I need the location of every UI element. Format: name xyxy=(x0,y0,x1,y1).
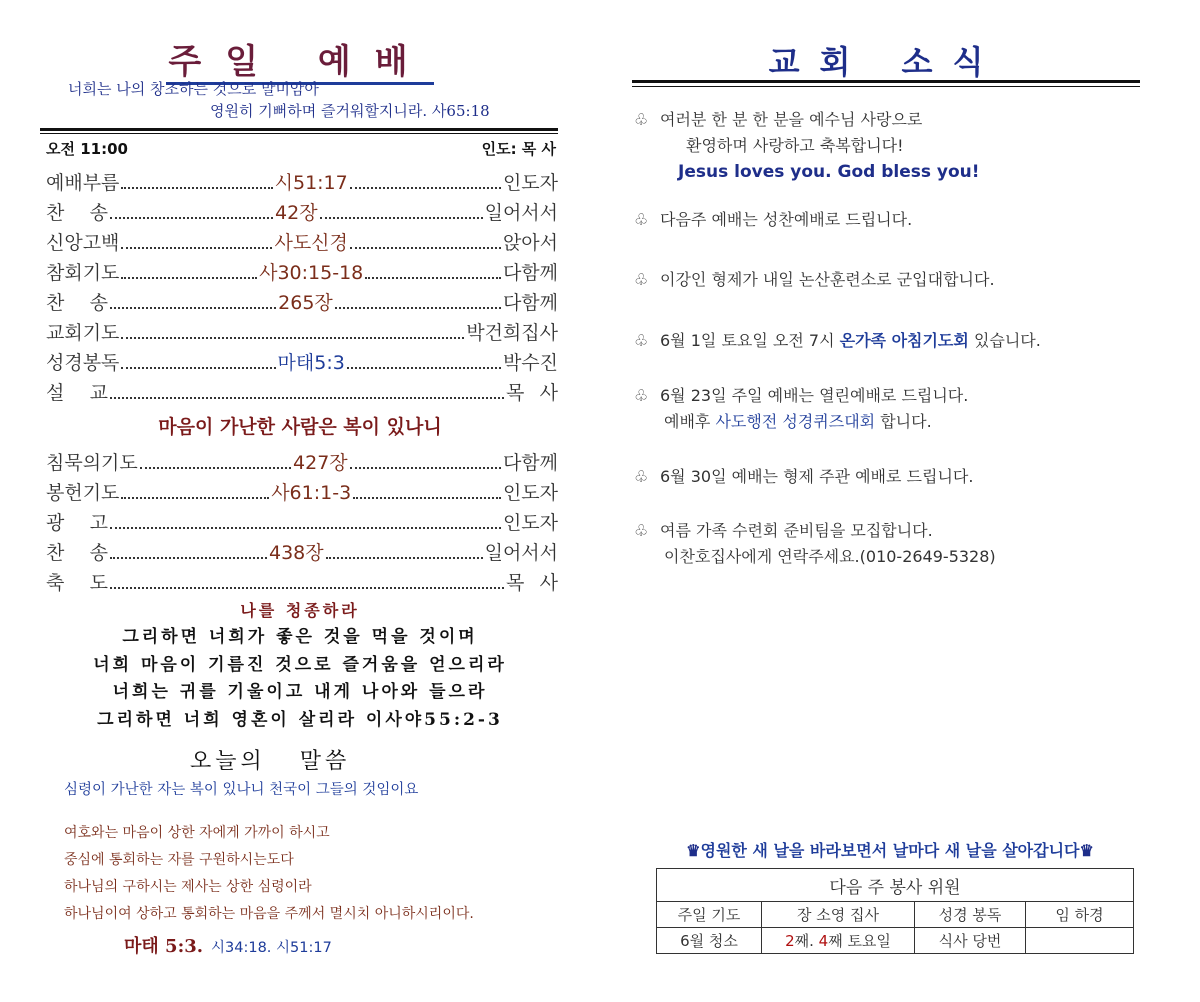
order-item xyxy=(46,318,558,348)
order-item-reference: 265장 xyxy=(278,292,333,314)
order-item xyxy=(46,448,558,478)
benediction-line: 그리하면 너희가 좋은 것을 먹을 것이며 xyxy=(122,627,478,647)
table-cell: 장 소영 집사 xyxy=(762,902,915,928)
duty-table-title: 다음 주 봉사 위원 xyxy=(657,869,1134,902)
dot-leader xyxy=(353,497,501,499)
order-of-service xyxy=(46,168,558,408)
dot-leader xyxy=(347,367,501,369)
dot-leader xyxy=(140,467,291,469)
order-item-reference: 시51:17 xyxy=(274,172,348,194)
news-item-welcome: ♧ 여러분 한 분 한 분을 예수님 사랑으로 환영하며 사랑하고 축복합니다! Jesus loves you. God bless you! xyxy=(634,107,980,185)
clover-icon: ♧ xyxy=(634,331,649,350)
order-item-label: 찬 송 xyxy=(46,202,108,224)
clover-icon: ♧ xyxy=(634,210,649,229)
dot-leader xyxy=(335,307,501,309)
dot-leader xyxy=(110,307,276,309)
table-row xyxy=(657,928,1134,954)
psalm-line: 중심에 통회하는 자를 구원하시는도다 xyxy=(64,852,294,868)
table-cell: 성경 봉독 xyxy=(915,902,1026,928)
table-row xyxy=(657,902,1134,928)
order-item-label: 성경봉독 xyxy=(46,352,120,374)
divider xyxy=(632,86,1140,87)
service-duty-table xyxy=(656,868,1134,954)
order-item-responsible: 인도자 xyxy=(502,482,559,504)
dot-leader xyxy=(121,277,257,279)
order-item xyxy=(46,568,558,598)
news-item-prayer-meeting: ♧ 6월 1일 토요일 오전 7시 온가족 아침기도회 있습니다. xyxy=(634,328,1041,354)
clover-icon: ♧ xyxy=(634,386,649,405)
crown-icon: ♛ xyxy=(686,841,701,860)
benediction-line: 너희는 귀를 기울이고 내게 나아와 들으라 xyxy=(112,682,488,702)
dot-leader xyxy=(110,217,273,219)
order-item-responsible: 일어서서 xyxy=(484,202,559,224)
table-cell: 2째. 4째 토요일 xyxy=(762,928,915,954)
dot-leader xyxy=(326,557,483,559)
clover-icon: ♧ xyxy=(634,467,649,486)
table-cell: 식사 당번 xyxy=(915,928,1026,954)
order-of-service-part-2 xyxy=(46,448,558,598)
dot-leader xyxy=(110,587,504,589)
verse-line-1: 너희는 나의 창조하는 것으로 말미암아 xyxy=(68,80,319,98)
order-item-reference: 427장 xyxy=(293,452,348,474)
order-item-label: 찬 송 xyxy=(46,542,108,564)
dot-leader xyxy=(121,497,269,499)
table-cell: 임 하경 xyxy=(1026,902,1134,928)
order-item-label: 신앙고백 xyxy=(46,232,120,254)
crown-icon: ♛ xyxy=(1079,841,1094,860)
dot-leader xyxy=(121,367,275,369)
order-item-label: 찬 송 xyxy=(46,292,108,314)
dot-leader xyxy=(350,247,501,249)
psalm-line: 여호와는 마음이 상한 자에게 가까이 하시고 xyxy=(64,825,330,841)
order-item xyxy=(46,258,558,288)
order-item-responsible: 목 사 xyxy=(506,572,558,594)
order-item-responsible: 일어서서 xyxy=(484,542,559,564)
page-title-church-news: 교회 소식 xyxy=(768,43,1004,81)
motto: ♛영원한 새 날을 바라보면서 날마다 새 날을 살아갑니다♛ xyxy=(686,841,1094,860)
order-item xyxy=(46,538,558,568)
order-item-responsible: 다함께 xyxy=(502,292,558,314)
psalm-verse xyxy=(64,820,474,928)
verse-line-2: 영원히 기뻐하며 즐거워할지니라. 사65:18 xyxy=(210,102,490,120)
table-cell: 6월 청소 xyxy=(657,928,762,954)
sermon-title: 마음이 가난한 사람은 복이 있나니 xyxy=(158,416,442,438)
order-item-responsible: 다함께 xyxy=(502,262,559,284)
order-item-reference: 사61:1-3 xyxy=(271,482,352,504)
dot-leader xyxy=(320,217,483,219)
dot-leader xyxy=(121,247,272,249)
order-item-label: 예배부름 xyxy=(46,172,120,194)
dot-leader xyxy=(365,277,501,279)
news-item-enlistment: ♧ 이강인 형제가 내일 논산훈련소로 군입대합니다. xyxy=(634,267,995,293)
order-item-responsible: 인도자 xyxy=(502,172,558,194)
table-cell xyxy=(1026,928,1134,954)
order-item-label: 참회기도 xyxy=(46,262,120,284)
order-item xyxy=(46,378,558,408)
table-cell: 주일 기도 xyxy=(657,902,762,928)
divider xyxy=(632,80,1140,83)
order-item-reference: 사도신경 xyxy=(274,232,348,254)
order-item xyxy=(46,478,558,508)
order-item-reference: 438장 xyxy=(268,542,324,564)
order-item xyxy=(46,288,558,318)
psalm-line: 하나님의 구하시는 제사는 상한 심령이라 xyxy=(64,879,312,895)
clover-icon: ♧ xyxy=(634,110,649,129)
benediction-title: 나를 청종하라 xyxy=(240,601,360,620)
dot-leader xyxy=(121,187,272,189)
order-item-reference: 42장 xyxy=(275,202,318,224)
dot-leader xyxy=(110,397,504,399)
order-item-responsible: 앉아서 xyxy=(502,232,558,254)
service-leader: 인도: 목 사 xyxy=(481,140,556,158)
news-item-open-worship: ♧ 6월 23일 주일 예배는 열린예배로 드립니다. 예배후 사도행전 성경퀴즈대회 합니다. xyxy=(634,383,968,435)
dot-leader xyxy=(110,527,501,529)
psalm-line: 하나님이여 상하고 통회하는 마음을 주께서 멸시치 아니하시리이다. xyxy=(64,906,474,922)
divider xyxy=(40,133,558,134)
todays-word-text: 심령이 가난한 자는 복이 있나니 천국이 그들의 것임이요 xyxy=(64,782,419,798)
order-item-responsible: 박건희집사 xyxy=(466,322,558,344)
dot-leader xyxy=(350,187,501,189)
page-title-worship: 주일 예배 xyxy=(40,40,560,84)
order-item-label: 설 교 xyxy=(46,382,108,404)
benediction-line: 그리하면 너희 영혼이 살리라 이사야55:2-3 xyxy=(97,709,503,730)
dot-leader xyxy=(110,557,267,559)
order-item xyxy=(46,198,558,228)
clover-icon: ♧ xyxy=(634,521,649,540)
scripture-reference-extra: 시34:18. 시51:17 xyxy=(211,940,332,956)
order-item-label: 축 도 xyxy=(46,572,108,594)
order-item xyxy=(46,228,558,258)
clover-icon: ♧ xyxy=(634,270,649,289)
scripture-reference-main: 마태 5:3. xyxy=(124,936,204,957)
benediction-verse xyxy=(40,624,560,734)
order-item-responsible: 박수진 xyxy=(502,352,558,374)
benediction-line: 너희 마음이 기름진 것으로 즐거움을 얻으리라 xyxy=(93,654,507,675)
service-time-row xyxy=(46,138,556,159)
order-item-responsible: 인도자 xyxy=(502,512,558,534)
news-item-communion: ♧ 다음주 예배는 성찬예배로 드립니다. xyxy=(634,207,912,233)
order-item xyxy=(46,168,558,198)
order-item-label: 침묵의기도 xyxy=(46,452,138,474)
order-item xyxy=(46,508,558,538)
order-item-responsible: 다함께 xyxy=(502,452,558,474)
scripture-reference xyxy=(124,932,332,958)
order-item-label: 광 고 xyxy=(46,512,108,534)
order-item-reference: 사30:15-18 xyxy=(259,262,364,284)
dot-leader xyxy=(121,337,464,339)
order-item-label: 교회기도 xyxy=(46,322,120,344)
order-item-label: 봉헌기도 xyxy=(46,482,120,504)
order-item xyxy=(46,348,558,378)
service-time: 오전 11:00 xyxy=(46,140,128,158)
order-item-responsible: 목 사 xyxy=(506,382,558,404)
divider xyxy=(40,128,558,131)
dot-leader xyxy=(350,467,501,469)
news-item-brothers-worship: ♧ 6월 30일 예배는 형제 주관 예배로 드립니다. xyxy=(634,464,973,490)
order-item-reference: 마태5:3 xyxy=(277,352,345,374)
news-item-retreat: ♧ 여름 가족 수련회 준비팀을 모집합니다. 이찬호집사에게 연락주세요.(010-2649-5328) xyxy=(634,518,996,570)
todays-word-title: 오늘의 말씀 xyxy=(190,749,351,774)
